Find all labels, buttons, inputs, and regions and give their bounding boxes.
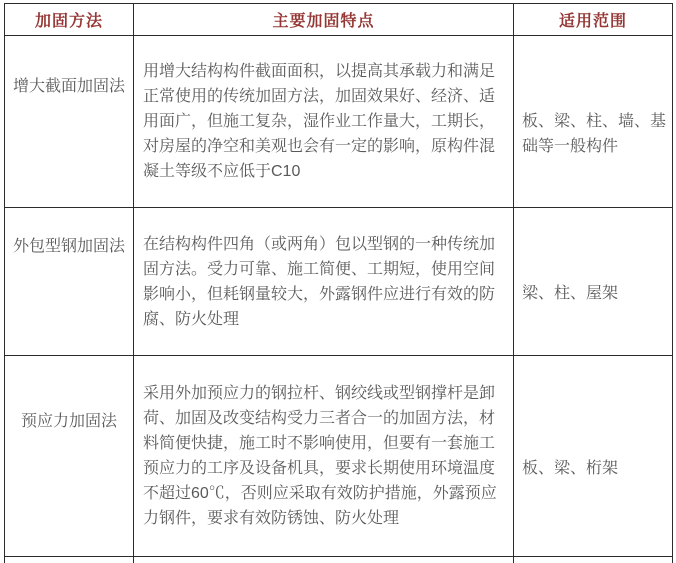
scope-cell: 梁、柱、屋架 <box>514 208 673 356</box>
column-header-scope: 适用范围 <box>514 4 673 36</box>
reinforcement-methods-table <box>4 3 673 563</box>
features-cell-empty <box>134 557 514 563</box>
scope-cell-empty <box>514 557 673 563</box>
table-row <box>5 36 673 208</box>
table-row <box>5 356 673 557</box>
features-cell: 采用外加预应力的钢拉杆、钢绞线或型钢撑杆是卸荷、加固及改变结构受力三者合一的加固方法，材料简便快捷，施工时不影响使用，但要有一套施工预应力的工序及设备机具，要求长期使用环境温度不超过60℃，否则应采取有效防护措施，外露预应力钢件，要求有效防锈蚀、防火处理 <box>134 356 514 557</box>
column-header-features: 主要加固特点 <box>134 4 514 36</box>
method-cell: 预应力加固法 <box>5 356 134 557</box>
table-row <box>5 208 673 356</box>
features-cell: 用增大结构构件截面面积，以提高其承载力和满足正常使用的传统加固方法，加固效果好、经济、适用面广，但施工复杂，湿作业工作量大，工期长，对房屋的净空和美观也会有一定的影响，原构件混凝土等级不应低于C10 <box>134 36 514 208</box>
scope-cell: 板、梁、桁架 <box>514 356 673 557</box>
method-cell: 外包型钢加固法 <box>5 208 134 356</box>
column-header-method: 加固方法 <box>5 4 134 36</box>
table-row-partial <box>5 557 673 563</box>
method-cell-empty <box>5 557 134 563</box>
method-cell: 增大截面加固法 <box>5 36 134 208</box>
features-cell: 在结构构件四角（或两角）包以型钢的一种传统加固方法。受力可靠、施工简便、工期短，使用空间影响小，但耗钢量较大，外露钢件应进行有效的防腐、防火处理 <box>134 208 514 356</box>
table-header-row <box>5 4 673 36</box>
scope-cell: 板、梁、柱、墙、基础等一般构件 <box>514 36 673 208</box>
